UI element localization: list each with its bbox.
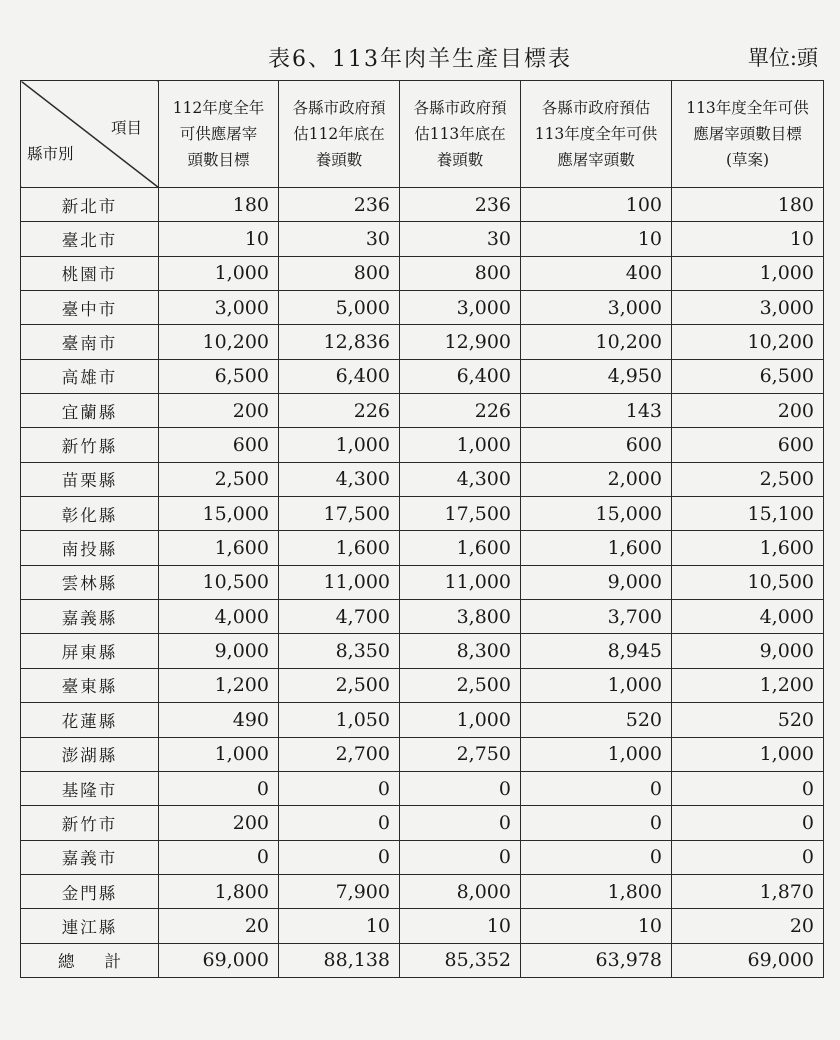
value-cell: 2,500 — [672, 462, 824, 496]
value-cell: 0 — [521, 806, 672, 840]
value-cell: 3,000 — [400, 291, 521, 325]
value-cell: 17,500 — [400, 497, 521, 531]
value-cell: 10,500 — [159, 565, 279, 599]
region-name: 臺北市 — [21, 222, 159, 256]
value-cell: 10 — [521, 222, 672, 256]
value-cell: 0 — [521, 840, 672, 874]
value-cell: 7,900 — [279, 874, 400, 908]
value-cell: 520 — [672, 703, 824, 737]
value-cell: 10,200 — [159, 325, 279, 359]
value-cell: 1,600 — [279, 531, 400, 565]
table-row — [21, 462, 824, 496]
region-name: 宜蘭縣 — [21, 394, 159, 428]
value-cell: 8,000 — [400, 874, 521, 908]
value-cell: 85,352 — [400, 943, 521, 977]
value-cell: 1,200 — [672, 668, 824, 702]
value-cell: 10 — [159, 222, 279, 256]
value-cell: 800 — [279, 256, 400, 290]
value-cell: 10 — [521, 909, 672, 943]
region-name: 新竹市 — [21, 806, 159, 840]
value-cell: 8,945 — [521, 634, 672, 668]
value-cell: 226 — [400, 394, 521, 428]
value-cell: 3,800 — [400, 600, 521, 634]
table-row — [21, 428, 824, 462]
region-name: 金門縣 — [21, 874, 159, 908]
table-row — [21, 806, 824, 840]
value-cell: 4,300 — [279, 462, 400, 496]
value-cell: 2,750 — [400, 737, 521, 771]
value-cell: 0 — [400, 771, 521, 805]
column-header-line: 養頭數 — [436, 151, 484, 169]
value-cell: 10,200 — [672, 325, 824, 359]
region-name: 嘉義縣 — [21, 600, 159, 634]
value-cell: 2,500 — [279, 668, 400, 702]
table-row — [21, 874, 824, 908]
value-cell: 2,500 — [400, 668, 521, 702]
value-cell: 15,100 — [672, 497, 824, 531]
value-cell: 6,500 — [672, 359, 824, 393]
value-cell: 1,000 — [521, 737, 672, 771]
value-cell: 9,000 — [672, 634, 824, 668]
value-cell: 520 — [521, 703, 672, 737]
table-row — [21, 394, 824, 428]
column-header-line: 應屠宰頭數 — [557, 151, 635, 169]
value-cell: 100 — [521, 188, 672, 222]
value-cell: 20 — [672, 909, 824, 943]
value-cell: 236 — [279, 188, 400, 222]
table-body — [21, 188, 824, 978]
value-cell: 5,000 — [279, 291, 400, 325]
column-header-line: (草案) — [725, 151, 770, 169]
value-cell: 200 — [159, 806, 279, 840]
column-header-line: 各縣市政府預估 — [541, 99, 651, 117]
table-row — [21, 634, 824, 668]
unit-label: 單位:頭 — [747, 46, 818, 70]
table-row — [21, 737, 824, 771]
region-name: 屏東縣 — [21, 634, 159, 668]
value-cell: 0 — [400, 806, 521, 840]
region-name: 南投縣 — [21, 531, 159, 565]
column-header-line: 應屠宰頭數目標 — [693, 125, 802, 143]
value-cell: 10 — [672, 222, 824, 256]
value-cell: 11,000 — [279, 565, 400, 599]
livestock-target-table — [20, 80, 824, 978]
value-cell: 1,000 — [521, 668, 672, 702]
table-row — [21, 600, 824, 634]
value-cell: 1,000 — [672, 256, 824, 290]
value-cell: 490 — [159, 703, 279, 737]
value-cell: 1,600 — [521, 531, 672, 565]
value-cell: 11,000 — [400, 565, 521, 599]
value-cell: 0 — [159, 840, 279, 874]
table-row — [21, 840, 824, 874]
value-cell: 1,000 — [672, 737, 824, 771]
column-header-line: 113年度全年可供 — [686, 99, 809, 117]
header-row — [21, 81, 824, 188]
corner-item-label: 項目 — [110, 119, 142, 137]
value-cell: 180 — [159, 188, 279, 222]
value-cell: 12,836 — [279, 325, 400, 359]
table-row — [21, 565, 824, 599]
region-name: 苗栗縣 — [21, 462, 159, 496]
value-cell: 0 — [672, 840, 824, 874]
region-name: 臺中市 — [21, 291, 159, 325]
value-cell: 12,900 — [400, 325, 521, 359]
value-cell: 1,600 — [672, 531, 824, 565]
column-header — [159, 81, 279, 188]
column-header-line: 頭數目標 — [187, 151, 250, 169]
value-cell: 4,950 — [521, 359, 672, 393]
region-name: 連江縣 — [21, 909, 159, 943]
value-cell: 10 — [279, 909, 400, 943]
table-row — [21, 531, 824, 565]
value-cell: 10,500 — [672, 565, 824, 599]
value-cell: 2,000 — [521, 462, 672, 496]
value-cell: 3,000 — [159, 291, 279, 325]
region-name: 基隆市 — [21, 771, 159, 805]
value-cell: 1,800 — [159, 874, 279, 908]
region-name: 澎湖縣 — [21, 737, 159, 771]
value-cell: 1,600 — [400, 531, 521, 565]
column-header — [400, 81, 521, 188]
value-cell: 9,000 — [521, 565, 672, 599]
value-cell: 3,000 — [521, 291, 672, 325]
value-cell: 0 — [521, 771, 672, 805]
value-cell: 8,350 — [279, 634, 400, 668]
column-header-line: 養頭數 — [315, 151, 363, 169]
value-cell: 200 — [672, 394, 824, 428]
value-cell: 88,138 — [279, 943, 400, 977]
value-cell: 0 — [672, 806, 824, 840]
value-cell: 0 — [400, 840, 521, 874]
value-cell: 2,500 — [159, 462, 279, 496]
value-cell: 1,050 — [279, 703, 400, 737]
value-cell: 1,600 — [159, 531, 279, 565]
value-cell: 600 — [159, 428, 279, 462]
region-name: 高雄市 — [21, 359, 159, 393]
value-cell: 4,000 — [672, 600, 824, 634]
value-cell: 3,000 — [672, 291, 824, 325]
value-cell: 236 — [400, 188, 521, 222]
value-cell: 69,000 — [159, 943, 279, 977]
table-row — [21, 909, 824, 943]
table-row — [21, 771, 824, 805]
column-header-line: 估112年底在 — [293, 125, 385, 143]
column-header — [672, 81, 824, 188]
value-cell: 600 — [672, 428, 824, 462]
value-cell: 63,978 — [521, 943, 672, 977]
value-cell: 200 — [159, 394, 279, 428]
value-cell: 4,300 — [400, 462, 521, 496]
region-name: 雲林縣 — [21, 565, 159, 599]
region-name: 彰化縣 — [21, 497, 159, 531]
value-cell: 180 — [672, 188, 824, 222]
column-header-line: 各縣市政府預 — [292, 99, 386, 117]
table-row — [21, 222, 824, 256]
value-cell: 1,000 — [159, 737, 279, 771]
region-name: 臺南市 — [21, 325, 159, 359]
table-row — [21, 188, 824, 222]
corner-header — [21, 81, 159, 188]
value-cell: 0 — [279, 806, 400, 840]
region-name: 桃園市 — [21, 256, 159, 290]
column-header-line: 可供應屠宰 — [179, 125, 258, 143]
column-header — [521, 81, 672, 188]
column-header-line: 估113年底在 — [414, 125, 506, 143]
value-cell: 143 — [521, 394, 672, 428]
value-cell: 2,700 — [279, 737, 400, 771]
table-row — [21, 291, 824, 325]
table-row — [21, 497, 824, 531]
total-label: 總計 — [21, 943, 159, 977]
region-name: 花蓮縣 — [21, 703, 159, 737]
column-header — [279, 81, 400, 188]
value-cell: 6,400 — [279, 359, 400, 393]
value-cell: 4,700 — [279, 600, 400, 634]
total-row — [21, 943, 824, 977]
region-name: 臺東縣 — [21, 668, 159, 702]
table-row — [21, 668, 824, 702]
value-cell: 9,000 — [159, 634, 279, 668]
value-cell: 600 — [521, 428, 672, 462]
region-name: 新北市 — [21, 188, 159, 222]
value-cell: 20 — [159, 909, 279, 943]
value-cell: 1,800 — [521, 874, 672, 908]
column-header-line: 113年度全年可供 — [534, 125, 658, 143]
value-cell: 8,300 — [400, 634, 521, 668]
value-cell: 10,200 — [521, 325, 672, 359]
value-cell: 6,400 — [400, 359, 521, 393]
value-cell: 17,500 — [279, 497, 400, 531]
value-cell: 800 — [400, 256, 521, 290]
table-row — [21, 359, 824, 393]
value-cell: 1,000 — [159, 256, 279, 290]
value-cell: 1,000 — [400, 703, 521, 737]
value-cell: 69,000 — [672, 943, 824, 977]
value-cell: 1,000 — [400, 428, 521, 462]
value-cell: 226 — [279, 394, 400, 428]
region-name: 嘉義市 — [21, 840, 159, 874]
region-name: 新竹縣 — [21, 428, 159, 462]
value-cell: 4,000 — [159, 600, 279, 634]
column-header-line: 各縣市政府預 — [413, 99, 507, 117]
value-cell: 400 — [521, 256, 672, 290]
table-row — [21, 256, 824, 290]
value-cell: 0 — [279, 771, 400, 805]
value-cell: 30 — [279, 222, 400, 256]
value-cell: 1,200 — [159, 668, 279, 702]
column-header-line: 112年度全年 — [172, 99, 265, 117]
value-cell: 15,000 — [521, 497, 672, 531]
table-title: 表6、113年肉羊生產目標表 — [268, 47, 572, 72]
value-cell: 0 — [279, 840, 400, 874]
value-cell: 6,500 — [159, 359, 279, 393]
value-cell: 3,700 — [521, 600, 672, 634]
value-cell: 15,000 — [159, 497, 279, 531]
value-cell: 0 — [159, 771, 279, 805]
value-cell: 1,000 — [279, 428, 400, 462]
value-cell: 0 — [672, 771, 824, 805]
value-cell: 10 — [400, 909, 521, 943]
value-cell: 30 — [400, 222, 521, 256]
table-row — [21, 325, 824, 359]
value-cell: 1,870 — [672, 874, 824, 908]
corner-region-label: 縣市別 — [27, 145, 74, 163]
table-row — [21, 703, 824, 737]
